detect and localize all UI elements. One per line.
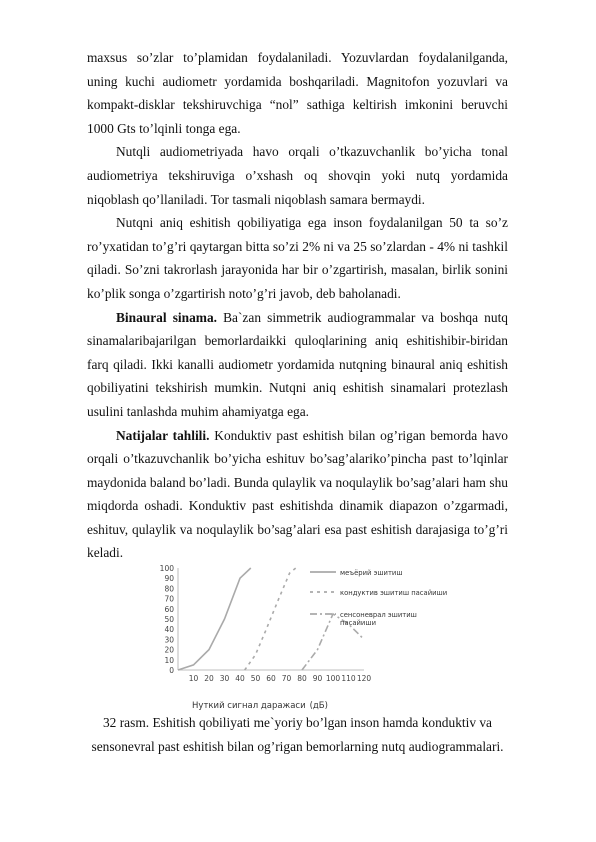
x-tick-label: 60 <box>266 674 276 683</box>
y-tick-label: 20 <box>164 645 174 655</box>
x-tick-label: 120 <box>356 674 372 683</box>
paragraph-5: Natijalar tahlili. Konduktiv past eshitish bilan og’rigan bemorda havo orqali o’tkazuvchanlik bo’yicha eshituv bo’sag’alariko’pincha past to’lqinlar maydonida baland bo’ladi. Bunda qulaylik va noqulaylik bo’sag’alari ham shu miqdorda oshadi. Konduktiv past eshitishda dinamik diapazon o’zgarmadi, eshituv, qulaylik va noqulaylik bo’sag’alari esa past eshitish darajasiga to’g’ri keladi. <box>87 427 508 561</box>
chart-series <box>178 568 364 670</box>
series-line-2 <box>245 568 296 670</box>
section-heading-results: Natijalar tahlili. <box>116 427 210 443</box>
y-tick-label: 90 <box>164 574 174 584</box>
x-axis-label: Нуткий сигнал даражаси (дБ) <box>192 701 328 711</box>
x-tick-label: 40 <box>235 674 245 683</box>
series-line-1 <box>178 568 251 670</box>
section-heading-binaural: Binaural sinama. <box>116 309 217 325</box>
x-tick-label: 30 <box>219 674 230 683</box>
x-tick-label: 10 <box>188 674 199 683</box>
x-tick-label: 100 <box>325 674 341 683</box>
y-tick-label: 10 <box>164 655 174 665</box>
legend-entry: кондуктив эшитиш пасайиши <box>340 589 448 597</box>
body-text <box>87 46 508 565</box>
paragraph-2: Nutqli audiometriyada havo orqali o’tkazuvchanlik bo’yicha tonal audiometriya tekshiruviga o’xshash oq shovqin yoki nutq yordamida niqoblash qo’llaniladi. Tor tasmali niqoblash samara bermaydi. <box>87 144 508 207</box>
x-tick-label: 20 <box>204 674 214 683</box>
figure-caption <box>87 711 508 758</box>
y-tick-label: 50 <box>164 615 174 624</box>
y-tick-label: 70 <box>164 594 174 604</box>
caption-line-1: 32 rasm. Eshitish qobiliyati me`yoriy bo’lgan inson hamda konduktiv va <box>102 715 493 730</box>
paragraph-1: maxsus so’zlar to’plamidan foydalaniladi. Yozuvlardan foydalanilganda, uning kuchi audiometr yordamida boshqariladi. Magnitofon yozuvlari va kompakt-disklar tekshiruvchiga “nol” sathiga keltirish imkonini beruvchi 1000 Gts to’lqinli tonga ega. <box>87 50 508 136</box>
chart-legend <box>310 569 447 627</box>
x-tick-label: 80 <box>297 674 307 683</box>
x-tick-label: 90 <box>312 674 323 683</box>
y-tick-label: 0 <box>169 666 174 675</box>
speech-audiogram-chart <box>150 562 450 712</box>
paragraph-3: Nutqni aniq eshitish qobiliyatiga ega inson foydalanilgan 50 ta so’z ro’yxatidan to’g’ri qaytargan bitta so’zi 2% ni va 25 so’zlardan - 4% ni tashkil qiladi. So’zni takrorlash jarayonida har bir o’zgartirish, masalan, birlik sonini ko’plik songa o’zgartirish noto’g’ri javob, deb baholanadi. <box>87 215 508 301</box>
x-tick-label: 50 <box>250 674 261 683</box>
y-tick-label: 60 <box>164 604 174 614</box>
y-tick-label: 40 <box>164 625 174 635</box>
paragraph-4: Binaural sinama. Ba`zan simmetrik audiogrammalar va boshqa nutq sinamalaribajarilgan bemorlardaikki quloqlarining aniq eshitishibir-biridan farq qiladi. Ikki kanalli audiometr yordamida nutqning binaural aniq eshitish qobiliyatini tekshirish mumkin. Nutqni aniq eshitish sinamalari protezlash usulini tanlashda muhim ahamiyatga ega. <box>87 309 508 419</box>
y-tick-label: 100 <box>159 564 174 573</box>
x-tick-label: 70 <box>281 674 292 683</box>
y-tick-label: 80 <box>164 584 174 594</box>
x-tick-label: 110 <box>341 674 356 683</box>
y-tick-label: 30 <box>164 635 174 645</box>
legend-entry: сенсоневрал эшитиш пасайиши <box>340 611 417 627</box>
legend-entry: меъёрий эшитиш <box>340 569 403 577</box>
caption-line-2: sensonevral past eshitish bilan og’rigan bemorlarning nutq audiogrammalari. <box>91 738 504 754</box>
